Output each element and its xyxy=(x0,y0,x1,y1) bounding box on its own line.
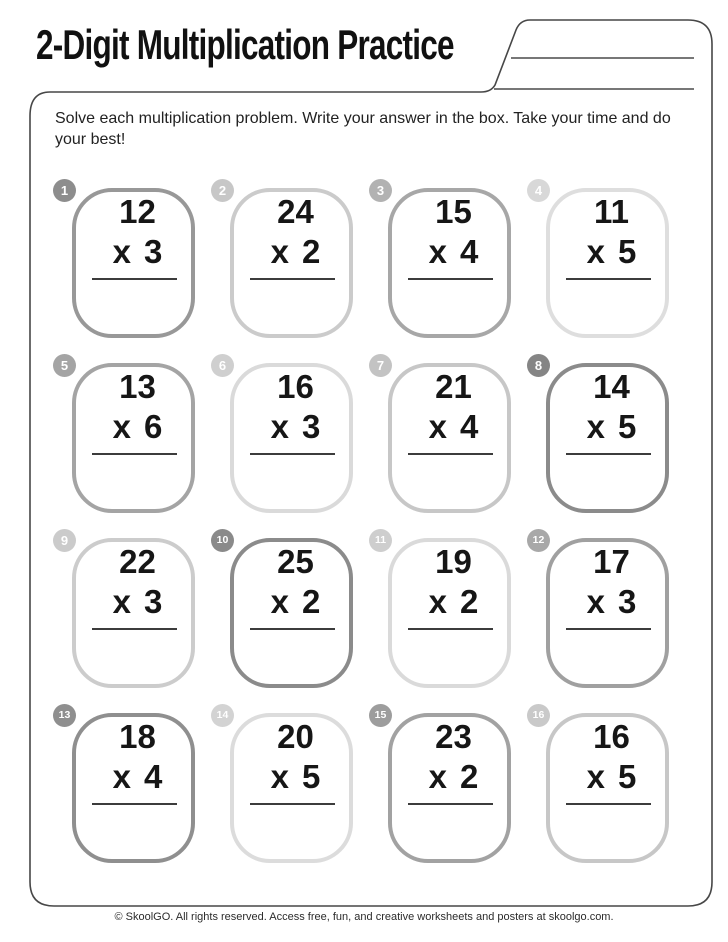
multiplier: 3 xyxy=(618,583,637,620)
multiplier: 5 xyxy=(618,758,637,795)
problem-card xyxy=(58,709,195,863)
multiplier: 3 xyxy=(302,408,321,445)
answer-space[interactable] xyxy=(244,807,339,851)
multiplicand: 22 xyxy=(119,543,156,580)
answer-line xyxy=(92,453,177,455)
multiply-operator: x xyxy=(428,758,447,795)
multiply-operator: x xyxy=(112,583,131,620)
problems-grid xyxy=(58,183,669,863)
multiply-operator: x xyxy=(586,408,605,445)
answer-space[interactable] xyxy=(560,282,655,326)
operation-row xyxy=(566,410,657,445)
multiply-operator: x xyxy=(270,758,289,795)
answer-line xyxy=(92,278,177,280)
multiplier: 6 xyxy=(144,408,163,445)
operation-row xyxy=(408,585,499,620)
multiplicand: 21 xyxy=(435,368,472,405)
problem-number-badge: 4 xyxy=(527,179,550,202)
problem-card xyxy=(374,709,511,863)
multiply-operator: x xyxy=(270,408,289,445)
answer-space[interactable] xyxy=(402,457,497,501)
problem-number-badge: 10 xyxy=(211,529,234,552)
multiplicand: 20 xyxy=(277,718,314,755)
multiplicand: 16 xyxy=(277,368,314,405)
multiplier: 4 xyxy=(460,233,479,270)
answer-space[interactable] xyxy=(560,807,655,851)
operation-row xyxy=(408,760,499,795)
problem-number-badge: 7 xyxy=(369,354,392,377)
multiplicand: 12 xyxy=(119,193,156,230)
multiply-operator: x xyxy=(112,408,131,445)
multiplier: 4 xyxy=(460,408,479,445)
answer-line xyxy=(408,628,493,630)
multiplier: 5 xyxy=(302,758,321,795)
answer-line xyxy=(250,453,335,455)
answer-space[interactable] xyxy=(560,457,655,501)
operation-row xyxy=(250,760,341,795)
answer-space[interactable] xyxy=(86,632,181,676)
operation-row xyxy=(408,235,499,270)
problem-number-badge: 9 xyxy=(53,529,76,552)
answer-line xyxy=(566,278,651,280)
problem-card xyxy=(532,534,669,688)
problem-number-badge: 12 xyxy=(527,529,550,552)
operation-row xyxy=(92,235,183,270)
answer-line xyxy=(566,628,651,630)
operation-row xyxy=(92,410,183,445)
multiplicand: 25 xyxy=(277,543,314,580)
answer-space[interactable] xyxy=(86,457,181,501)
multiply-operator: x xyxy=(428,408,447,445)
multiply-operator: x xyxy=(586,583,605,620)
answer-line xyxy=(408,453,493,455)
answer-line xyxy=(250,628,335,630)
answer-line xyxy=(408,278,493,280)
answer-space[interactable] xyxy=(402,632,497,676)
multiplier: 3 xyxy=(144,233,163,270)
multiply-operator: x xyxy=(586,758,605,795)
operation-row xyxy=(566,760,657,795)
answer-space[interactable] xyxy=(244,632,339,676)
problem-card xyxy=(532,709,669,863)
operation-row xyxy=(408,410,499,445)
problem-card xyxy=(218,183,353,338)
problem-card xyxy=(60,183,195,338)
multiplicand: 14 xyxy=(593,368,630,405)
answer-line xyxy=(250,278,335,280)
answer-space[interactable] xyxy=(86,807,181,851)
multiplicand: 24 xyxy=(277,193,314,230)
multiplier: 5 xyxy=(618,233,637,270)
multiplicand: 15 xyxy=(435,193,472,230)
answer-space[interactable] xyxy=(402,282,497,326)
multiplier: 5 xyxy=(618,408,637,445)
multiply-operator: x xyxy=(428,583,447,620)
answer-line xyxy=(566,803,651,805)
multiplicand: 19 xyxy=(435,543,472,580)
answer-space[interactable] xyxy=(402,807,497,851)
problem-number-badge: 11 xyxy=(369,529,392,552)
problem-card xyxy=(534,358,669,513)
problem-card xyxy=(374,534,511,688)
multiplier: 2 xyxy=(460,758,479,795)
multiplicand: 11 xyxy=(594,193,629,230)
answer-space[interactable] xyxy=(244,282,339,326)
operation-row xyxy=(250,235,341,270)
multiplicand: 18 xyxy=(119,718,156,755)
answer-space[interactable] xyxy=(86,282,181,326)
problem-card xyxy=(216,709,353,863)
operation-row xyxy=(92,760,183,795)
problem-number-badge: 13 xyxy=(53,704,76,727)
problem-card xyxy=(60,358,195,513)
operation-row xyxy=(250,585,341,620)
page-title: 2-Digit Multiplication Practice xyxy=(36,21,454,68)
problem-number-badge: 6 xyxy=(211,354,234,377)
problem-card xyxy=(376,358,511,513)
answer-line xyxy=(408,803,493,805)
problem-card xyxy=(60,533,195,688)
answer-line xyxy=(250,803,335,805)
answer-line xyxy=(92,628,177,630)
multiplicand: 23 xyxy=(435,718,472,755)
multiplier: 2 xyxy=(302,583,321,620)
problem-number-badge: 1 xyxy=(53,179,76,202)
problem-number-badge: 15 xyxy=(369,704,392,727)
multiply-operator: x xyxy=(112,758,131,795)
problem-card xyxy=(376,183,511,338)
multiplier: 2 xyxy=(460,583,479,620)
operation-row xyxy=(566,235,657,270)
problem-number-badge: 8 xyxy=(527,354,550,377)
footer-text: © SkoolGO. All rights reserved. Access free, fun, and creative worksheets and posters at skoolgo.com. xyxy=(114,911,614,923)
problem-number-badge: 16 xyxy=(527,704,550,727)
problem-card xyxy=(534,183,669,338)
instructions-text: Solve each multiplication problem. Write your answer in the box. Take your time and do your best! xyxy=(55,110,671,149)
problem-card xyxy=(218,358,353,513)
multiply-operator: x xyxy=(112,233,131,270)
multiply-operator: x xyxy=(428,233,447,270)
problem-number-badge: 3 xyxy=(369,179,392,202)
multiplier: 2 xyxy=(302,233,321,270)
multiplicand: 13 xyxy=(119,368,156,405)
answer-line xyxy=(566,453,651,455)
multiply-operator: x xyxy=(270,233,289,270)
answer-space[interactable] xyxy=(560,632,655,676)
problem-card xyxy=(216,534,353,688)
multiply-operator: x xyxy=(270,583,289,620)
answer-space[interactable] xyxy=(244,457,339,501)
problem-number-badge: 5 xyxy=(53,354,76,377)
multiply-operator: x xyxy=(586,233,605,270)
multiplicand: 17 xyxy=(593,543,630,580)
problem-number-badge: 14 xyxy=(211,704,234,727)
operation-row xyxy=(566,585,657,620)
answer-line xyxy=(92,803,177,805)
operation-row xyxy=(92,585,183,620)
multiplicand: 16 xyxy=(593,718,630,755)
operation-row xyxy=(250,410,341,445)
problem-number-badge: 2 xyxy=(211,179,234,202)
multiplier: 3 xyxy=(144,583,163,620)
multiplier: 4 xyxy=(144,758,163,795)
